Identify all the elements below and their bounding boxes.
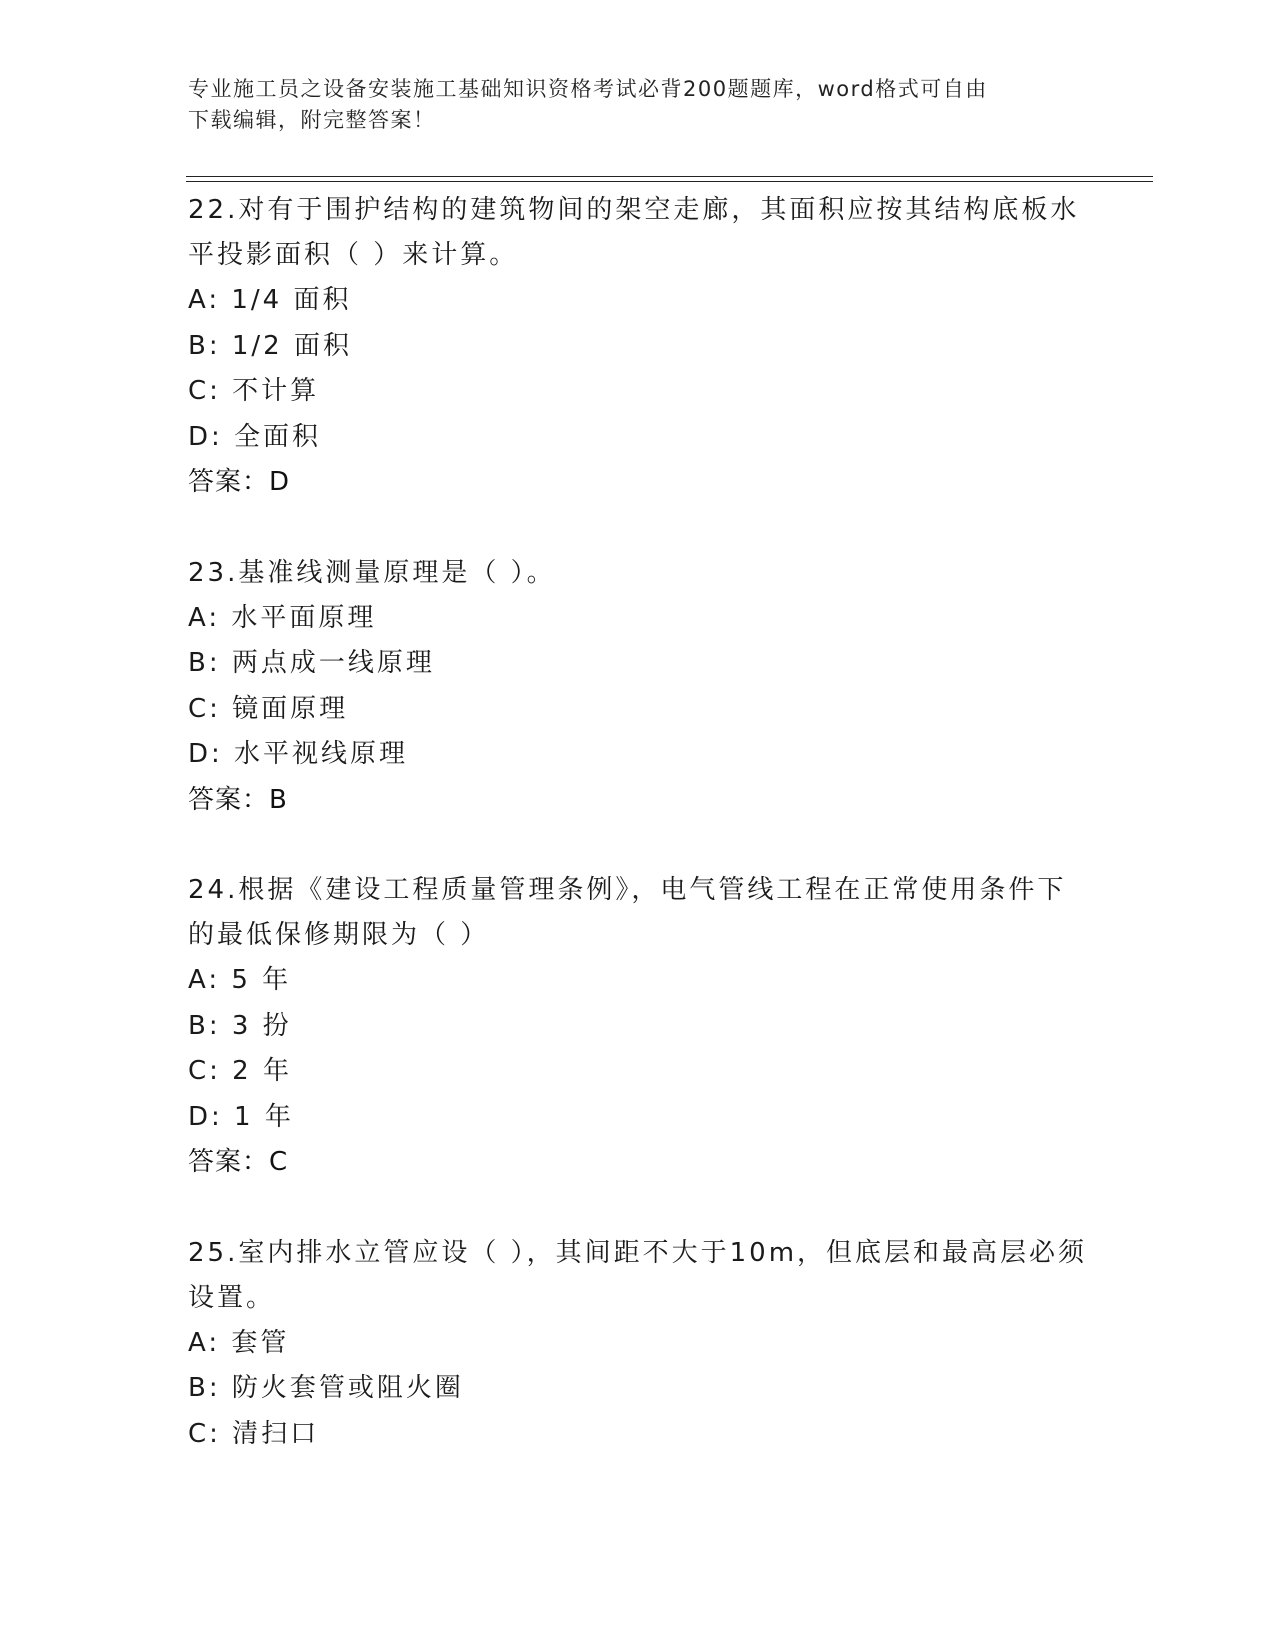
question-spacer: [188, 1186, 1088, 1231]
question-list: [188, 188, 1088, 1457]
question-stem-continued: 平投影面积（ ）来计算。: [188, 240, 519, 270]
option-b: B: 防火套管或阻火圈: [188, 1373, 464, 1403]
option-c: C: 清扫口: [188, 1418, 320, 1449]
answer: 答案：B: [188, 784, 288, 815]
question-25: [188, 1231, 1088, 1458]
option-b: B: 1/2 面积: [188, 330, 352, 361]
option-b: B: 两点成一线原理: [188, 648, 435, 678]
option-d: D: 1 年: [188, 1101, 294, 1132]
option-d: D: 全面积: [188, 421, 322, 452]
question-24: [188, 868, 1088, 1186]
option-c: C: 2 年: [188, 1056, 292, 1086]
option-c: C: 不计算: [188, 376, 320, 406]
question-stem-continued: 的最低保修期限为（ ）: [188, 920, 490, 950]
option-a: A: 5 年: [188, 965, 292, 995]
question-stem: 24.根据《建设工程质量管理条例》，电气管线工程在正常使用条件下: [188, 875, 1067, 905]
question-stem: 23.基准线测量原理是（ ）。: [188, 557, 556, 588]
question-22: [188, 188, 1088, 506]
question-stem-continued: 设置。: [188, 1282, 276, 1313]
question-spacer: [188, 506, 1088, 551]
option-b: B: 3 扮: [188, 1010, 292, 1041]
answer: 答案：D: [188, 467, 291, 497]
option-c: C: 镜面原理: [188, 693, 349, 724]
option-d: D: 水平视线原理: [188, 739, 409, 769]
option-a: A: 套管: [188, 1327, 290, 1358]
question-spacer: [188, 823, 1088, 868]
document-header: [188, 74, 1068, 136]
header-divider-bottom: [186, 181, 1153, 182]
option-a: A: 水平面原理: [188, 602, 377, 633]
question-stem: 25.室内排水立管应设（ ），其间距不大于10m，但底层和最高层必须: [188, 1237, 1088, 1268]
option-a: A: 1/4 面积: [188, 285, 352, 315]
header-divider-top: [186, 176, 1153, 177]
question-stem: 22.对有于围护结构的建筑物间的架空走廊，其面积应按其结构底板水: [188, 195, 1080, 225]
header-line-1: 专业施工员之设备安装施工基础知识资格考试必背200题题库，word格式可自由: [188, 77, 988, 101]
question-23: [188, 551, 1088, 824]
answer: 答案：C: [188, 1147, 289, 1177]
header-line-2: 下载编辑，附完整答案！: [188, 108, 436, 132]
